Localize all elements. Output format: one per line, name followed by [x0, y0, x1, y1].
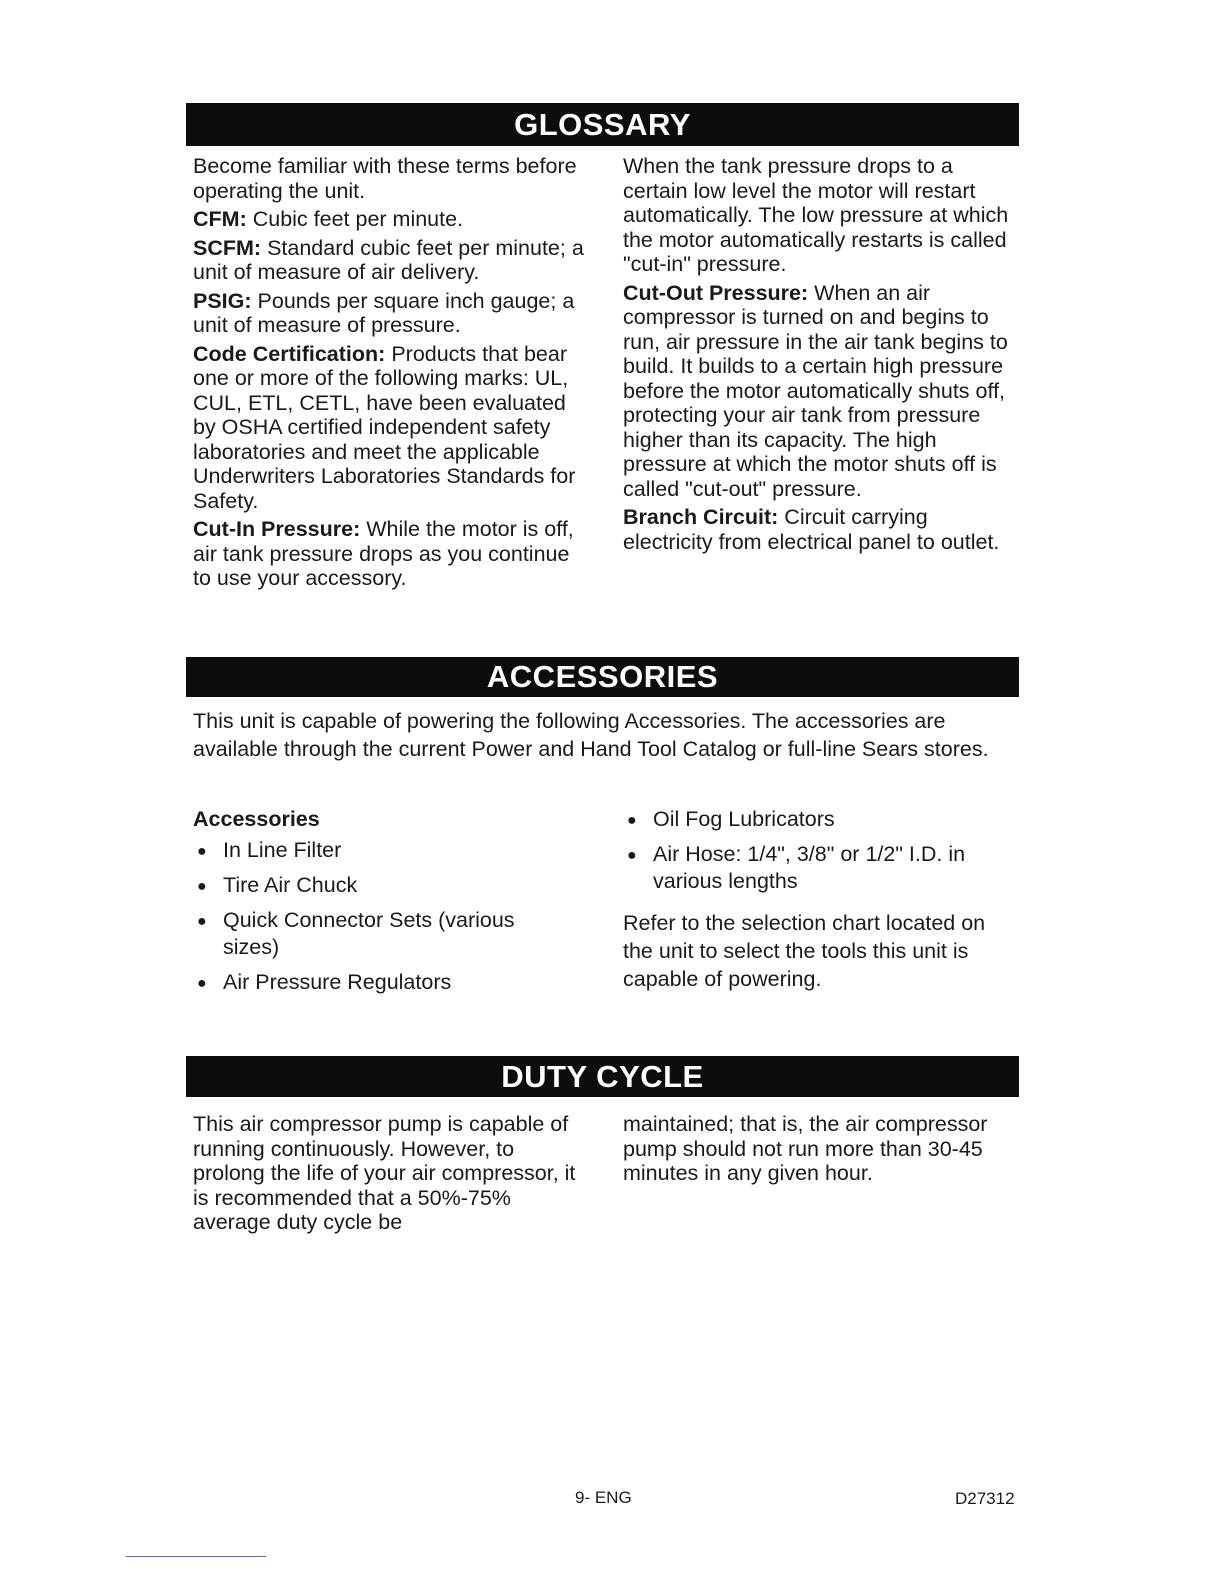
- glossary-left-column: [193, 154, 588, 595]
- accessories-heading: [186, 657, 1019, 697]
- glossary-entry-branch-circuit: Branch Circuit: Circuit carrying electricity from electrical panel to outlet.: [623, 505, 1000, 554]
- page-number: 9- ENG: [575, 1488, 632, 1507]
- glossary-entry-cut-in-cont: When the tank pressure drops to a certain low level the motor will restart automatically. The low pressure at which the motor automatically restarts is called "cut-in" pressure.: [623, 154, 1009, 276]
- accessories-list-title: Accessories: [193, 807, 320, 831]
- list-item: ● Quick Connector Sets (various sizes): [197, 908, 515, 959]
- list-item: ● Tire Air Chuck: [197, 873, 358, 897]
- document-code: D27312: [955, 1489, 1015, 1508]
- duty-cycle-right: maintained; that is, the air compressor pump should not run more than 30-45 minutes in any given hour.: [623, 1112, 988, 1185]
- accessories-note: Refer to the selection chart located on the unit to select the tools this unit is capable of powering.: [623, 911, 986, 991]
- glossary-heading-text: GLOSSARY: [514, 107, 691, 142]
- accessories-left-column: [193, 806, 573, 1004]
- accessories-heading-text: ACCESSORIES: [486, 659, 719, 694]
- glossary-entry: Become familiar with these terms before operating the unit.: [193, 154, 577, 203]
- glossary-entry-cfm: CFM: Cubic feet per minute.: [193, 207, 464, 231]
- list-item: ● Air Pressure Regulators: [197, 970, 452, 994]
- duty-cycle-left: This air compressor pump is capable of running continuously. However, to prolong the life of your air compressor, it is recommended that a 50%-75% average duty cycle be: [193, 1112, 576, 1234]
- duty-cycle-heading: [186, 1056, 1019, 1097]
- list-item: ● In Line Filter: [197, 838, 342, 862]
- list-item: ● Air Hose: 1/4", 3/8" or 1/2" I.D. in various lengths: [627, 842, 966, 893]
- accessories-intro: This unit is capable of powering the following Accessories. The accessories are available through the current Power and Hand Tool Catalog or full-line Sears stores.: [193, 709, 989, 761]
- list-item: ● Oil Fog Lubricators: [627, 807, 835, 831]
- glossary-heading: [186, 103, 1019, 146]
- glossary-entry-scfm: SCFM: Standard cubic feet per minute; a unit of measure of air delivery.: [193, 235, 584, 284]
- glossary-entry-code-certification: Code Certification: Products that bear one or more of the following marks: UL, CUL, ETL, CETL, have been evaluated by OSHA certified independent safety laboratories and meet the applicable Underwriters Laboratories Standards for Safety.: [193, 341, 576, 513]
- glossary-entry-cut-in: Cut-In Pressure: While the motor is off, air tank pressure drops as you continue to use your accessory.: [193, 517, 574, 590]
- glossary-right-column: [623, 154, 1015, 558]
- duty-cycle-heading-text: DUTY CYCLE: [501, 1059, 704, 1094]
- glossary-entry-psig: PSIG: Pounds per square inch gauge; a unit of measure of pressure.: [193, 288, 575, 337]
- glossary-entry-cut-out: Cut-Out Pressure: When an air compressor is turned on and begins to run, air pressure in the air tank begins to build. It builds to a certain high pressure before the motor automatically shuts off, protecting your air tank from pressure higher than its capacity. The high pressure at which the motor shuts off is called "cut-out" pressure.: [623, 280, 1008, 501]
- accessories-list-left: [193, 837, 573, 996]
- accessories-right-column: [623, 806, 1018, 997]
- accessories-list-right: [623, 806, 1018, 895]
- divider: [126, 1556, 266, 1557]
